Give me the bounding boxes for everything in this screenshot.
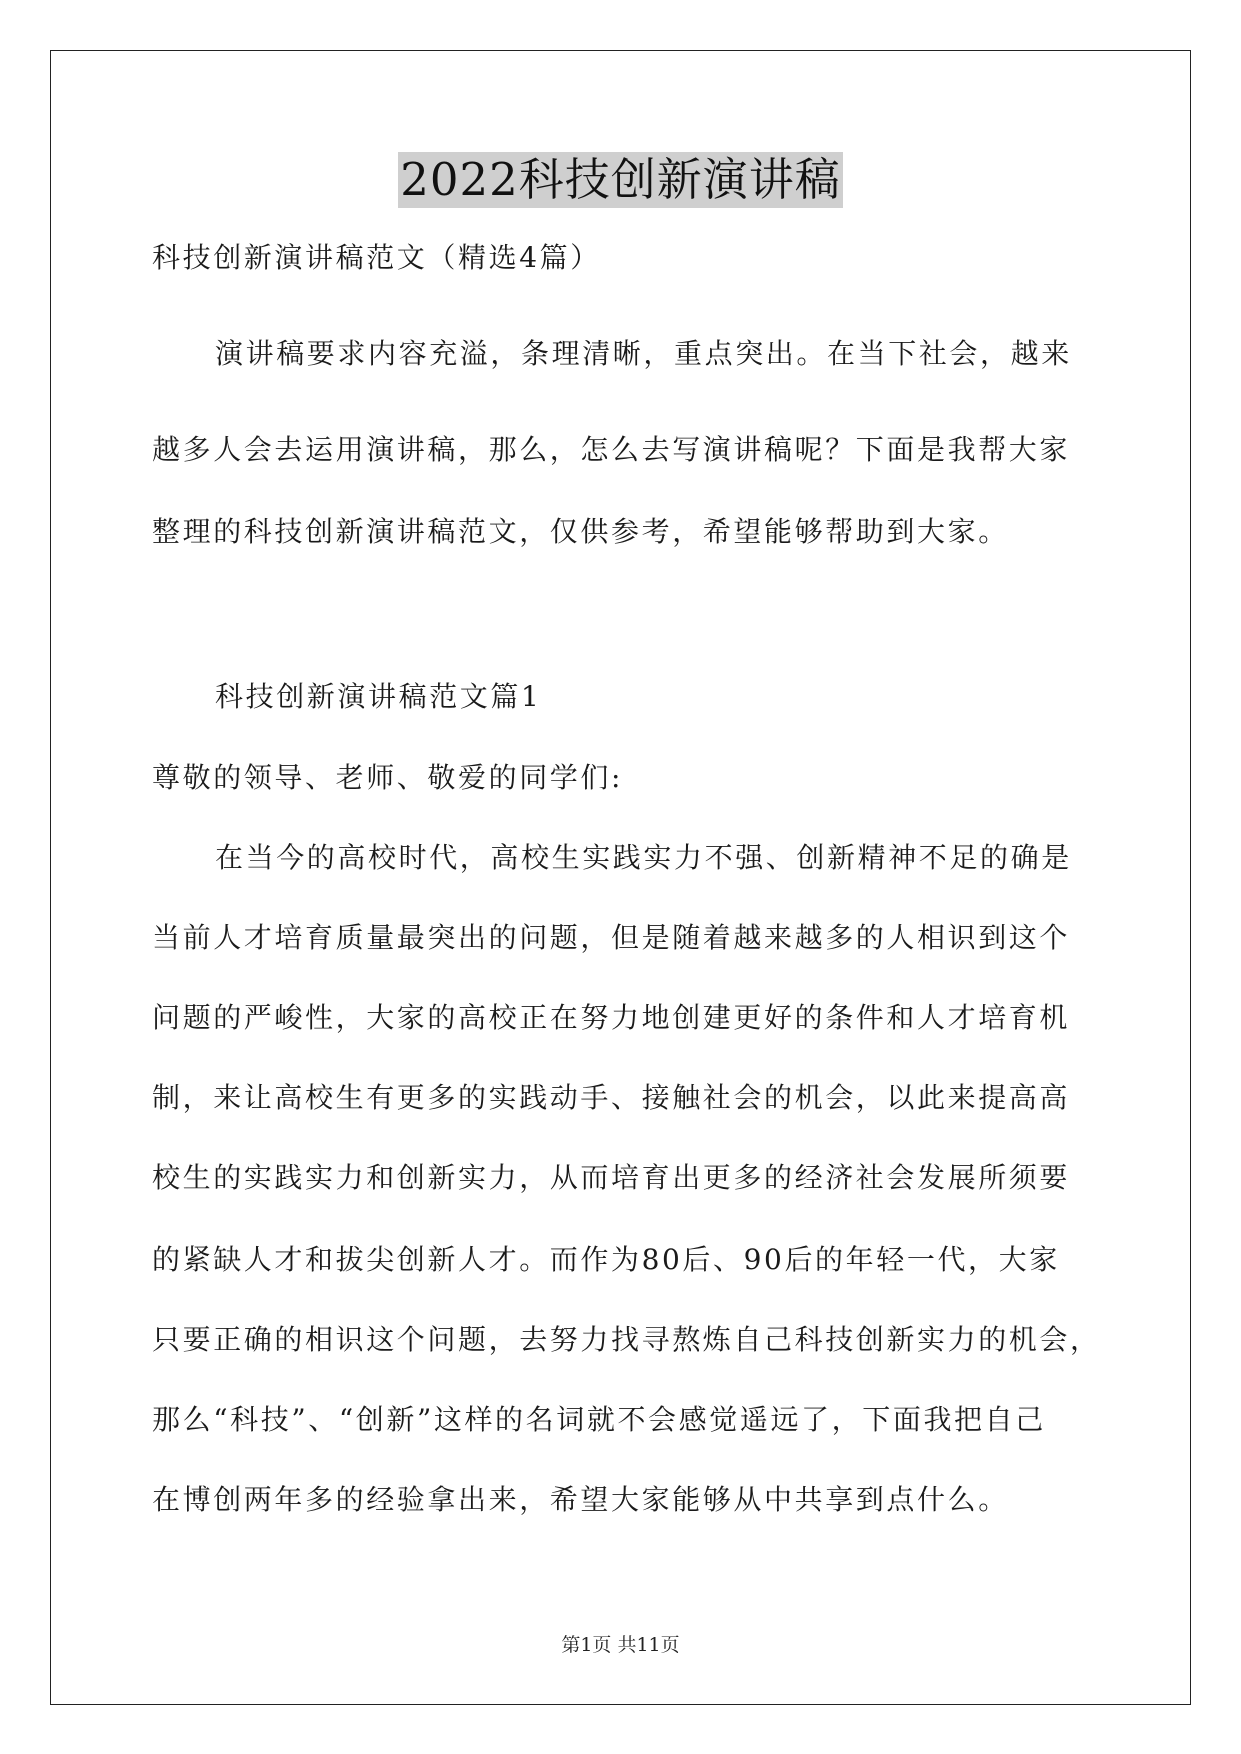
- intro-line: 越多人会去运用演讲稿，那么，怎么去写演讲稿呢？下面是我帮大家: [152, 433, 1071, 466]
- body-line: 当前人才培育质量最突出的问题，但是随着越来越多的人相识到这个: [152, 921, 1071, 954]
- body-line: 校生的实践实力和创新实力，从而培育出更多的经济社会发展所须要: [152, 1161, 1071, 1194]
- body-line: 在博创两年多的经验拿出来，希望大家能够从中共享到点什么。: [152, 1483, 1009, 1516]
- intro-line: 整理的科技创新演讲稿范文，仅供参考，希望能够帮助到大家。: [152, 515, 1009, 548]
- page-footer: 第1页 共11页: [561, 1634, 680, 1656]
- body-line: 只要正确的相识这个问题，去努力找寻熬炼自己科技创新实力的机会，: [152, 1323, 1101, 1356]
- body-line: 在当今的高校时代，高校生实践实力不强、创新精神不足的确是: [215, 841, 1072, 874]
- document-title: 2022科技创新演讲稿: [400, 153, 841, 206]
- intro-line: 演讲稿要求内容充溢，条理清晰，重点突出。在当下社会，越来: [215, 337, 1072, 370]
- body-line: 的紧缺人才和拔尖创新人才。而作为80后、90后的年轻一代，大家: [152, 1243, 1060, 1276]
- document-subtitle: 科技创新演讲稿范文（精选4篇）: [152, 241, 601, 274]
- section-heading: 科技创新演讲稿范文篇1: [215, 680, 542, 713]
- title-container: [0, 152, 1241, 208]
- body-line: 问题的严峻性，大家的高校正在努力地创建更好的条件和人才培育机: [152, 1001, 1071, 1034]
- body-line: 那么“科技”、“创新”这样的名词就不会感觉遥远了，下面我把自己: [152, 1403, 1046, 1436]
- body-line: 制，来让高校生有更多的实践动手、接触社会的机会，以此来提高高: [152, 1081, 1071, 1114]
- greeting: 尊敬的领导、老师、敬爱的同学们:: [152, 761, 624, 794]
